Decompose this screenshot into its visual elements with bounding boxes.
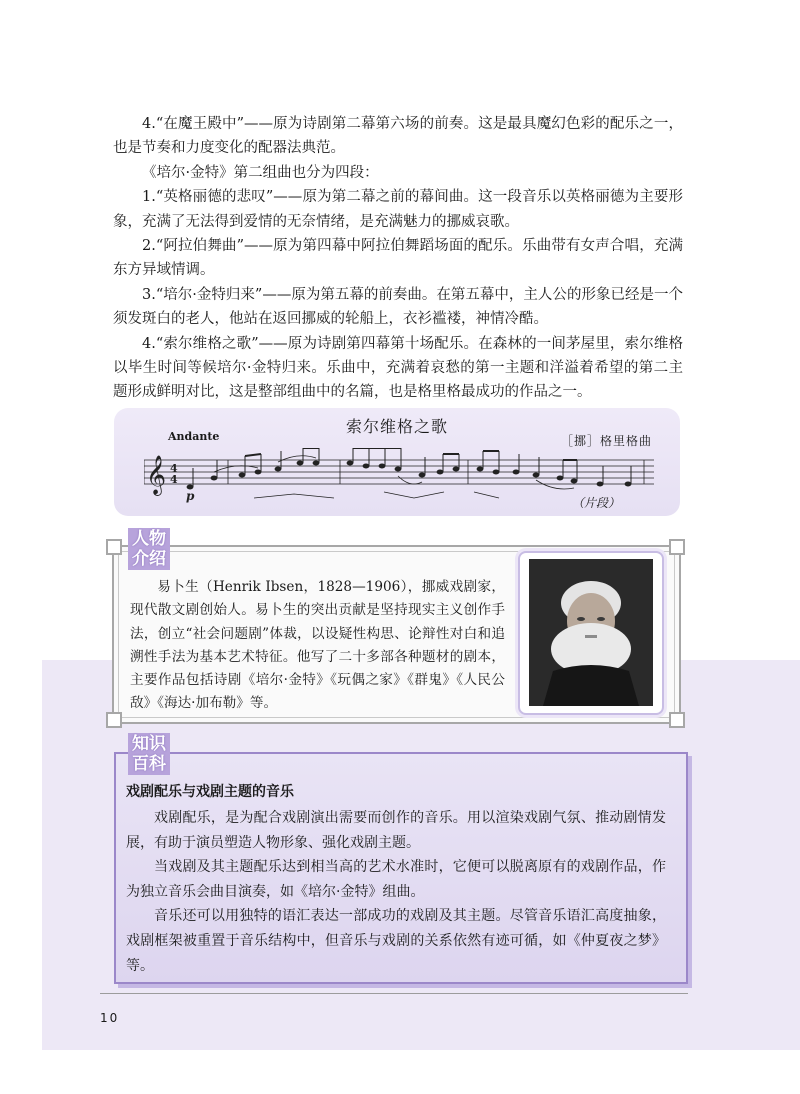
footer-rule bbox=[100, 993, 688, 994]
score-tempo: Andante bbox=[168, 430, 220, 443]
frame-corner bbox=[669, 539, 685, 555]
knowledge-badge: 知识 百科 bbox=[128, 733, 170, 775]
paragraph: 当戏剧及其主题配乐达到相当高的艺术水准时，它便可以脱离原有的戏剧作品，作为独立音乐会曲目演奏，如《培尔·金特》组曲。 bbox=[126, 859, 666, 900]
time-signature: 4 bbox=[170, 462, 178, 475]
portrait-frame bbox=[518, 551, 664, 715]
paragraph: 戏剧配乐，是为配合戏剧演出需要而创作的音乐。用以渲染戏剧气氛、推动剧情发展，有助于演员塑造人物形象、强化戏剧主题。 bbox=[126, 810, 666, 851]
knowledge-heading: 戏剧配乐与戏剧主题的音乐 bbox=[126, 784, 294, 800]
score-title: 索尔维格之歌 bbox=[345, 417, 448, 436]
score-panel bbox=[114, 408, 680, 516]
paragraph: 2.“阿拉伯舞曲”——原为第四幕中阿拉伯舞蹈场面的配乐。乐曲带有女声合唱，充满东方异域情调。 bbox=[113, 238, 683, 279]
paragraph: 4.“在魔王殿中”——原为诗剧第二幕第六场的前奏。这是最具魔幻色彩的配乐之一，也是节奏和力度变化的配器法典范。 bbox=[113, 116, 683, 157]
paragraph: 3.“培尔·金特归来”——原为第五幕的前奏曲。在第五幕中，主人公的形象已经是一个须发斑白的老人，他站在返回挪威的轮船上，衣衫褴褛，神情冷酷。 bbox=[113, 286, 683, 328]
svg-text:4: 4 bbox=[170, 473, 178, 486]
paragraph: 1.“英格丽德的悲叹”——原为第二幕之前的幕间曲。这一段音乐以英格丽德为主要形象，充满了无法得到爱情的无奈情绪，是充满魅力的挪威哀歌。 bbox=[113, 189, 683, 230]
page-number: 10 bbox=[100, 1011, 120, 1025]
person-intro-badge: 人物 介绍 bbox=[128, 528, 170, 570]
ibsen-portrait-image bbox=[529, 559, 653, 706]
paragraph: 易卜生（Henrik Ibsen，1828—1906），挪威戏剧家，现代散文剧创始人。易卜生的突出贡献是坚持现实主义创作手法，创立“社会问题剧”体裁，以设疑性构思、论辩性对白和追溯性手法为基本艺术特征。他写了二十多部各种题材的剧本，主要作品包括诗剧《培尔·金特》《玩偶之家》《群鬼》《人民公敌》《海达·加布勒》等。 bbox=[130, 579, 505, 712]
frame-corner bbox=[669, 712, 685, 728]
paragraph: 音乐还可以用独特的语汇表达一部成功的戏剧及其主题。尽管音乐语汇高度抽象，戏剧框架被重置于音乐结构中，但音乐与戏剧的关系依然有迹可循，如《仲夏夜之梦》等。 bbox=[126, 908, 666, 974]
frame-corner bbox=[106, 712, 122, 728]
treble-clef-icon: 𝄞 bbox=[146, 455, 167, 495]
paragraph: 4.“索尔维格之歌”——原为诗剧第四幕第十场配乐。在森林的一间茅屋里，索尔维格以毕生时间等候培尔·金特归来。乐曲中，充满着哀愁的第一主题和洋溢着希望的第二主题形成鲜明对比，这是整部组曲中的名篇，也是格里格最成功的作品之一。 bbox=[113, 335, 683, 401]
knowledge-text bbox=[126, 806, 666, 978]
frame-corner bbox=[106, 539, 122, 555]
score-composer: ［挪］格里格曲 bbox=[560, 434, 652, 448]
main-text bbox=[113, 112, 683, 405]
paragraph: 《培尔·金特》第二组曲也分为四段： bbox=[142, 164, 379, 181]
person-intro-text bbox=[130, 576, 505, 716]
dynamic-mark: p bbox=[186, 489, 195, 503]
score-excerpt: （片段） bbox=[571, 496, 620, 510]
